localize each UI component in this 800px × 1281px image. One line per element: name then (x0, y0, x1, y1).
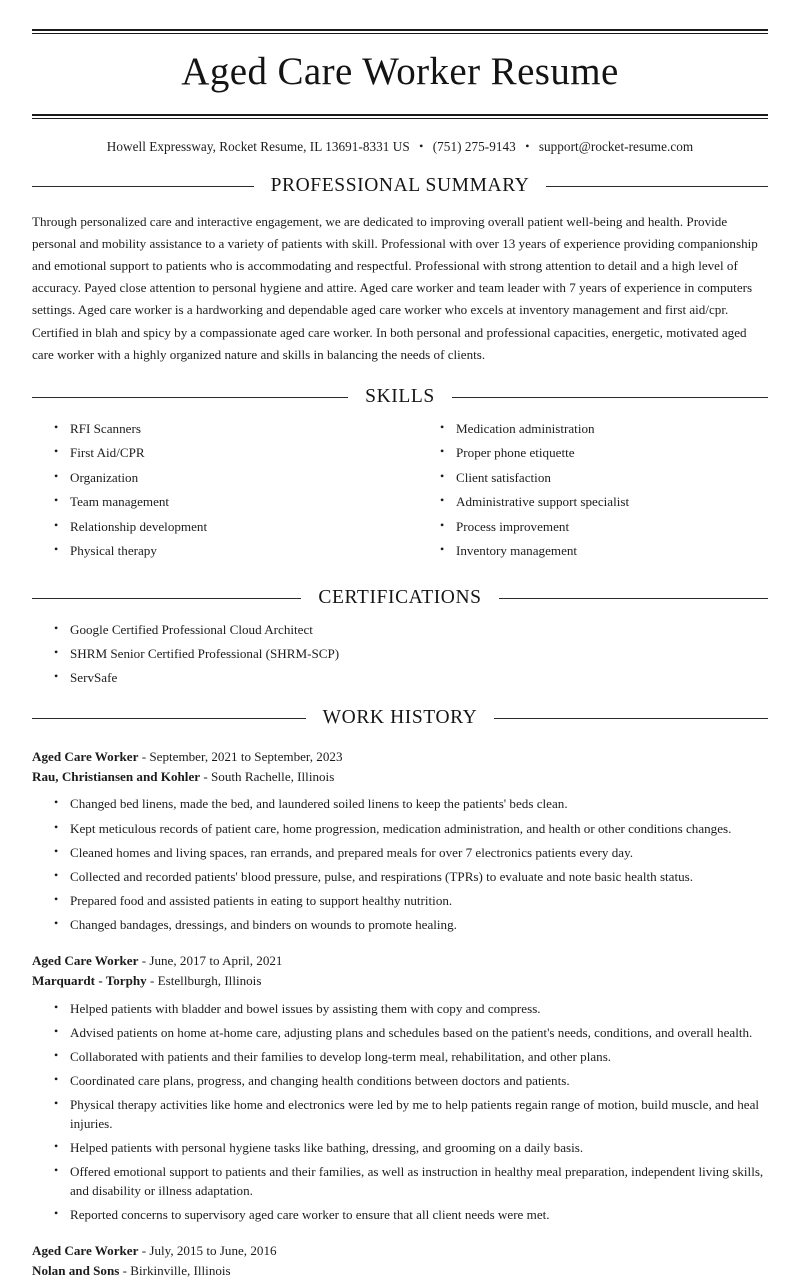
certifications-list (32, 621, 768, 687)
job-title-line (32, 1241, 768, 1261)
skills-column-left (32, 409, 400, 567)
skills-column-right (400, 409, 768, 567)
job-dates: June, 2017 to April, 2021 (149, 953, 283, 969)
job-location: South Rachelle, Illinois (211, 768, 335, 784)
heading-rule-right (499, 598, 768, 599)
list-item: • Inventory management (440, 542, 768, 560)
heading-rule-left (32, 598, 301, 599)
heading-rule-left (32, 397, 348, 398)
section-work-history (32, 708, 768, 1281)
skills-list-right (418, 420, 768, 560)
contact-separator-2: • (525, 138, 530, 153)
job-separator: - (119, 1263, 131, 1279)
work-history-entry (32, 951, 768, 1224)
heading-rule-left (32, 718, 306, 719)
job-location: Estellburgh, Illinois (157, 973, 262, 989)
job-title: Aged Care Worker (32, 953, 139, 969)
page-title: Aged Care Worker Resume (181, 50, 619, 93)
list-item: • ServSafe (54, 669, 768, 687)
heading-rule-right (494, 718, 768, 719)
section-heading-work-history (32, 708, 768, 730)
job-bullets (32, 795, 768, 934)
list-item: • Cleaned homes and living spaces, ran errands, and prepared meals for over 7 electronics patients every day. (54, 844, 768, 863)
list-item: • Process improvement (440, 518, 768, 536)
resume-header (32, 29, 768, 155)
job-separator: - (138, 1243, 150, 1259)
heading-rule-left (32, 186, 254, 187)
job-title-line (32, 747, 768, 767)
contact-phone: (751) 275-9143 (432, 138, 516, 154)
job-company: Marquardt - Torphy (32, 973, 147, 989)
list-item: • Client satisfaction (440, 469, 768, 487)
job-company: Nolan and Sons (32, 1263, 120, 1279)
job-title: Aged Care Worker (32, 748, 139, 764)
list-item: • RFI Scanners (54, 420, 400, 438)
job-company-line (32, 971, 768, 991)
list-item: • Reported concerns to supervisory aged care worker to ensure that all client needs were met. (54, 1206, 768, 1225)
section-title: SKILLS (365, 385, 435, 407)
list-item: • Helped patients with personal hygiene tasks like bathing, dressing, and grooming on a daily basis. (54, 1139, 768, 1158)
work-history-entry (32, 1241, 768, 1281)
job-title-line (32, 951, 768, 971)
list-item: • Physical therapy (54, 542, 400, 560)
heading-rule-right (452, 397, 768, 398)
section-heading-certifications (32, 588, 768, 610)
job-separator: - (146, 973, 158, 989)
list-item: • Prepared food and assisted patients in eating to support healthy nutrition. (54, 892, 768, 911)
job-dates: September, 2021 to September, 2023 (149, 748, 343, 764)
list-item: • Medication administration (440, 420, 768, 438)
contact-separator-1: • (419, 138, 424, 153)
job-company: Rau, Christiansen and Kohler (32, 768, 201, 784)
resume-page (0, 29, 800, 1279)
section-title: PROFESSIONAL SUMMARY (270, 174, 530, 196)
list-item: • Google Certified Professional Cloud Architect (54, 621, 768, 639)
heading-rule-right (546, 186, 768, 187)
section-heading-skills (32, 387, 768, 409)
list-item: • Advised patients on home at-home care, adjusting plans and schedules based on the patient's needs, conditions, and overall health. (54, 1024, 768, 1043)
list-item: • Collaborated with patients and their families to develop long-term meal, rehabilitation, and other plans. (54, 1048, 768, 1067)
contact-email: support@rocket-resume.com (538, 138, 694, 154)
summary-text: Through personalized care and interactive engagement, we are dedicated to improving overall patient well-being and health. Provide personal and mobility assistance to a variety of patients with skill. Professional with over 13 years of experience providing companionship and emotional support to patients who is accommodating and respectful. Professional with strong attention to detail and a high level of accuracy. Payed close attention to personal hygiene and attire. Aged care worker and team leader with 7 years of experience in computers settings. Aged care worker is a hardworking and dependable aged care worker who excels at inventory management and first aid/cpr. Certified in blah and spicy by a compassionate aged care worker. In both personal and professional capacities, energetic, motivated aged care worker with a highly organized nature and skills in balancing the needs of clients. (32, 213, 758, 362)
section-professional-summary (32, 176, 768, 366)
list-item: • Kept meticulous records of patient care, home progression, medication administration, and health or other conditions changes. (54, 820, 768, 839)
list-item: • Team management (54, 493, 400, 511)
work-history-entry (32, 747, 768, 935)
section-heading-professional-summary (32, 176, 768, 198)
job-title: Aged Care Worker (32, 1243, 139, 1259)
list-item: • Offered emotional support to patients and their families, as well as instruction in healthy meal preparation, independent living skills, and disability or illness adaptation. (54, 1163, 768, 1200)
job-company-line (32, 1261, 768, 1281)
contact-line (32, 139, 768, 155)
header-bottom-rule (32, 114, 768, 119)
list-item: • Changed bed linens, made the bed, and laundered soiled linens to keep the patients' beds clean. (54, 795, 768, 814)
job-dates: July, 2015 to June, 2016 (149, 1243, 277, 1259)
section-title: CERTIFICATIONS (318, 586, 482, 608)
contact-address: Howell Expressway, Rocket Resume, IL 13691-8331 US (106, 138, 410, 154)
list-item: • Organization (54, 469, 400, 487)
list-item: • Coordinated care plans, progress, and changing health conditions between doctors and patients. (54, 1072, 768, 1091)
skills-list-left (32, 420, 400, 560)
section-certifications (32, 588, 768, 687)
list-item: • Administrative support specialist (440, 493, 768, 511)
list-item: • Relationship development (54, 518, 400, 536)
list-item: • SHRM Senior Certified Professional (SHRM-SCP) (54, 645, 768, 663)
job-separator: - (138, 748, 150, 764)
list-item: • First Aid/CPR (54, 444, 400, 462)
section-skills (32, 387, 768, 567)
job-location: Birkinville, Illinois (130, 1263, 231, 1279)
job-bullets (32, 1000, 768, 1224)
section-title: WORK HISTORY (322, 706, 478, 728)
job-company-line (32, 767, 768, 787)
list-item: • Proper phone etiquette (440, 444, 768, 462)
list-item: • Helped patients with bladder and bowel issues by assisting them with copy and compress. (54, 1000, 768, 1019)
list-item: • Changed bandages, dressings, and binders on wounds to promote healing. (54, 916, 768, 935)
list-item: • Physical therapy activities like home and electronics were led by me to help patients regain range of motion, build muscle, and heal injuries. (54, 1096, 768, 1133)
job-separator: - (138, 953, 150, 969)
skills-columns (32, 409, 768, 567)
job-separator: - (200, 768, 211, 784)
list-item: • Collected and recorded patients' blood pressure, pulse, and respirations (TPRs) to evaluate and note basic health status. (54, 868, 768, 887)
